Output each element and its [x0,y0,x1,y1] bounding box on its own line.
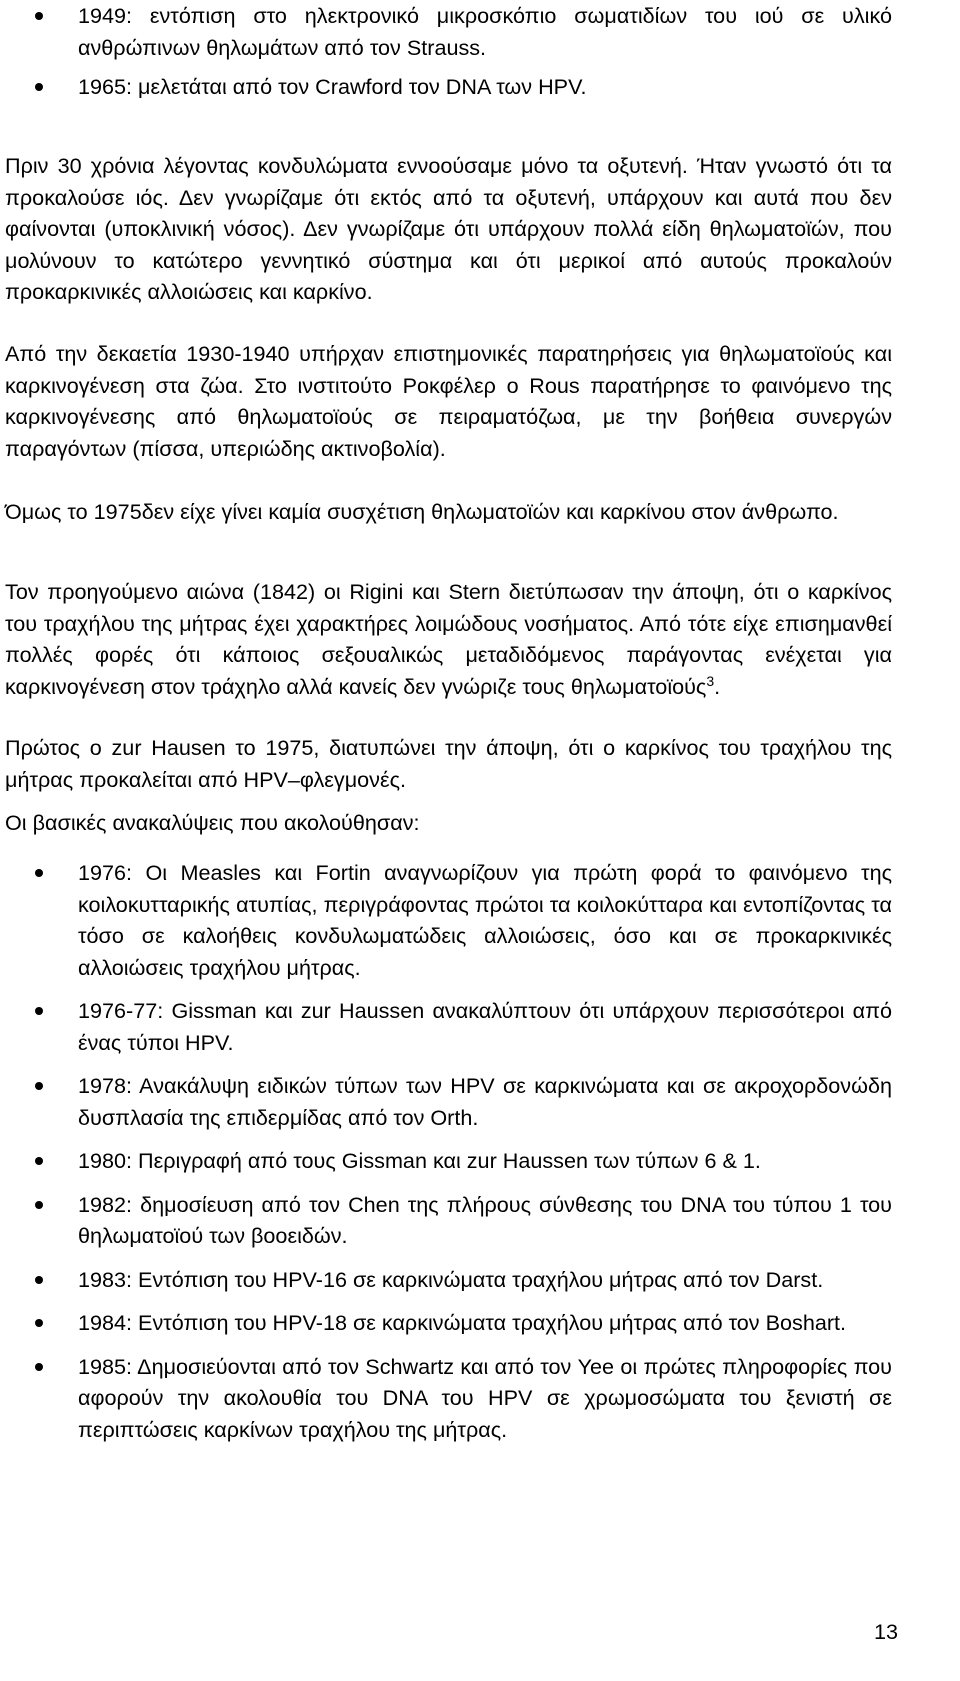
paragraph [5,150,892,308]
list-item-text: 1976-77: Gissman και zur Haussen ανακαλύπτουν ότι υπάρχουν περισσότεροι από ένας τύποι HPV. [78,998,892,1055]
list-item [5,1145,892,1177]
bullet-icon [35,1082,43,1090]
paragraph-end: . [714,673,721,699]
discoveries-intro: Οι βασικές ανακαλύψεις που ακολούθησαν: [5,810,420,835]
list-item [5,1307,892,1339]
paragraph-text: Πριν 30 χρόνια λέγοντας κονδυλώματα εννοούσαμε μόνο τα οξυτενή. Ήταν γνωστό ότι τα προκαλούσε ιός. Δεν γνωρίζαμε ότι εκτός από τα οξυτενή, υπάρχουν και αυτά που δεν φαίνονται (υποκλινική νόσος). Δεν γνωρίζαμε ότι υπάρχουν πολλά είδη θηλωματοϊών, που μολύνουν το κατώτερο γεννητικό σύστημα και ότι μερικοί από αυτούς προκαλούν προκαρκινικές αλλοιώσεις και καρκίνο. [5,153,892,304]
bullet-icon [35,83,43,91]
list-item [5,857,892,983]
list-item-text: 1949: εντόπιση στο ηλεκτρονικό μικροσκόπιο σωματιδίων του ιού σε υλικό ανθρώπινων θηλωμάτων από τον Strauss. [78,3,892,60]
paragraph-text: Από την δεκαετία 1930-1940 υπήρχαν επιστημονικές παρατηρήσεις για θηλωματοϊούς και καρκινογένεση στα ζώα. Στο ινστιτούτο Ροκφέλερ ο Rous παρατήρησε το φαινόμενο της καρκινογένεσης από θηλωματοϊούς σε πειραματόζωα, με την βοήθεια συνεργών παραγόντων (πίσσα, υπεριώδης ακτινοβολία). [5,341,892,461]
list-item [5,1070,892,1133]
bullet-icon [35,1363,43,1371]
list-item [5,995,892,1058]
paragraph [5,576,892,702]
top-bullet-list [5,0,892,103]
bullet-icon [35,1319,43,1327]
page-number: 13 [873,1619,898,1644]
list-item-text: 1985: Δημοσιεύονται από τον Schwartz και από τον Yee οι πρώτες πληροφορίες που αφορούν την ακολουθία του DNA του HPV σε χρωμοσώματα του ξενιστή σε περιπτώσεις καρκίνων τραχήλου της μήτρας. [78,1353,892,1442]
list-item [5,1264,892,1296]
bullet-icon [35,1157,43,1165]
list-item-text: 1978: Ανακάλυψη ειδικών τύπων των HPV σε καρκινώματα και σε ακροχορδονώδη δυσπλασία της επιδερμίδας από τον Orth. [78,1073,892,1130]
paragraph [5,338,892,464]
paragraph-text: Πρώτος ο zur Hausen το 1975, διατυπώνει την άποψη, ότι ο καρκίνος του τραχήλου της μήτρας προκαλείται από HPV–φλεγμονές. [5,735,892,792]
discoveries-list [5,857,892,1445]
bullet-icon [35,12,43,20]
bullet-icon [35,1007,43,1015]
list-item [5,0,892,63]
bullet-icon [35,1201,43,1209]
paragraph [5,807,892,839]
paragraph-body: Τον προηγούμενο αιώνα (1842) οι Rigini και Stern διετύπωσαν την άποψη, ότι ο καρκίνος του τραχήλου της μήτρας έχει χαρακτήρες λοιμώδους νοσήματος. Από τότε είχε επισημανθεί πολλές φορές ότι κάποιος σεξουαλικώς μεταδιδόμενος παράγοντας ενέχεται για καρκινογένεση στον τράχηλο αλλά κανείς δεν γνώριζε τους θηλωματοϊούς [5,579,892,699]
list-item-text: 1965: μελετάται από τον Crawford τον DNA των HPV. [78,74,587,99]
bullet-icon [35,1276,43,1284]
list-item-text: 1982: δημοσίευση από τον Chen της πλήρους σύνθεσης του DNA του τύπου 1 του θηλωματοϊού των βοοειδών. [78,1191,892,1248]
list-item-text: 1983: Εντόπιση του HPV-16 σε καρκινώματα τραχήλου μήτρας από τον Darst. [78,1266,824,1292]
paragraph-text: Όμως το 1975δεν είχε γίνει καμία συσχέτιση θηλωματοϊών και καρκίνου στον άνθρωπο. [5,499,839,524]
bullet-icon [35,869,43,877]
list-item-text: 1984: Εντόπιση του HPV-18 σε καρκινώματα τραχήλου μήτρας από τον Boshart. [78,1310,847,1335]
list-item-text: 1980: Περιγραφή από τους Gissman και zur Haussen των τύπων 6 & 1. [78,1148,761,1173]
footnote-ref: 3 [706,672,715,689]
list-item [5,1189,892,1252]
list-item-text: 1976: Οι Measles και Fortin αναγνωρίζουν για πρώτη φορά το φαινόμενο της κοιλοκυτταρικής ατυπίας, περιγράφοντας πρώτοι τα κοιλοκύτταρα και εντοπίζοντας τα τόσο σε καλοήθεις κονδυλωματώδεις αλλοιώσεις, όσο και σε προκαρκινικές αλλοιώσεις τραχήλου μήτρας. [78,860,892,980]
paragraph-text [5,576,892,702]
list-item [5,71,892,103]
list-item [5,1351,892,1446]
paragraph [5,732,892,795]
paragraph [5,496,892,528]
